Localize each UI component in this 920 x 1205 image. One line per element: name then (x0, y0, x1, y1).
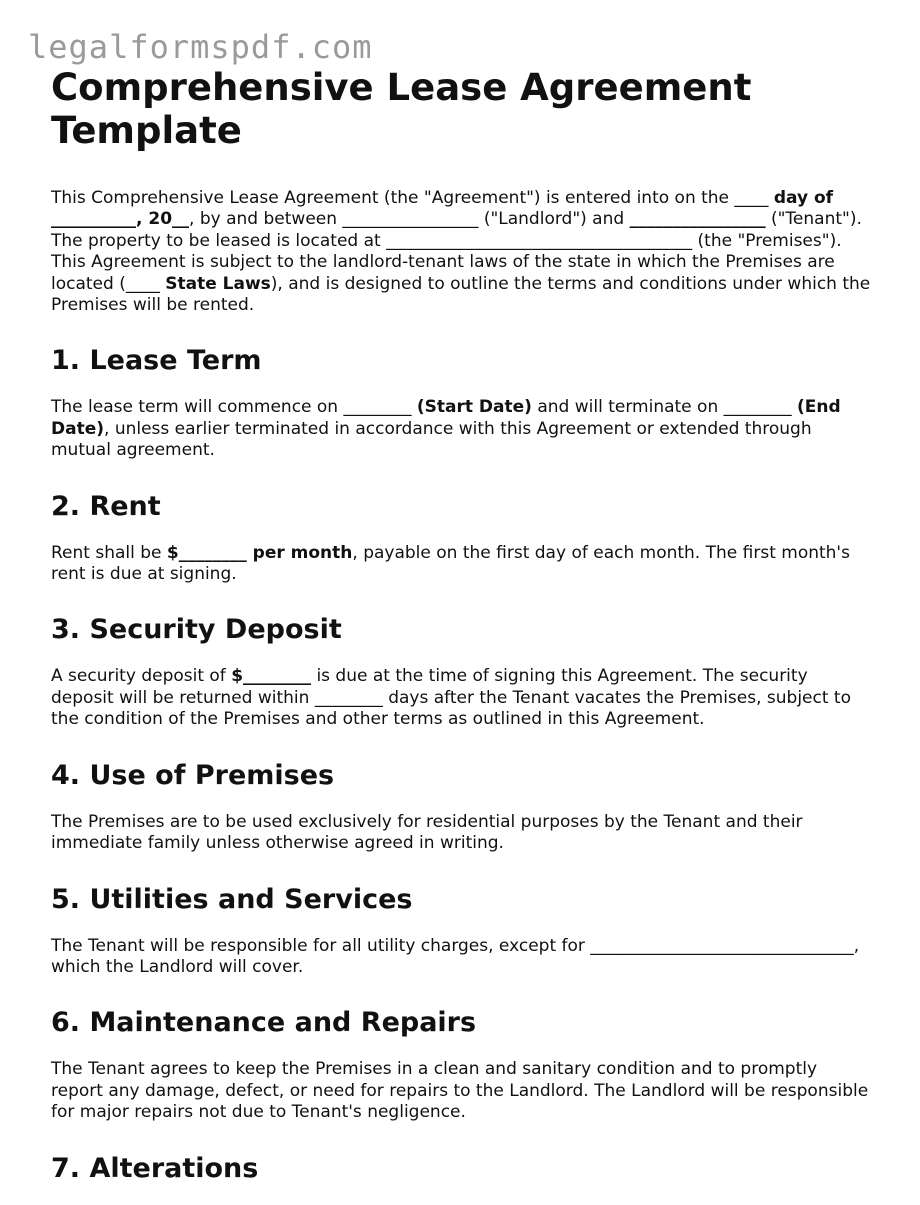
section-text-utilities: The Tenant will be responsible for all utility charges, except for _______________________________, which the Landlord will cover. (51, 935, 860, 977)
deposit-text-1: A security deposit of (51, 666, 232, 687)
section-text-security-deposit (51, 666, 871, 730)
intro-text-4: ), and is designed to outline the terms and conditions under which the Premises will be rented. (51, 273, 871, 316)
section-text-lease-term (51, 397, 871, 461)
section-text-rent (51, 543, 871, 586)
intro-bold-3: State Laws (165, 273, 271, 294)
deposit-text-2: is due at the time of signing this Agreement. The security deposit will be returned within ________ days after the Tenant vacates the Premises, subject to the condition of the Premises and other terms as outlined in this Agreement. (51, 666, 851, 730)
section-heading-utilities: 5. Utilities and Services (51, 883, 413, 915)
section-heading-maintenance: 6. Maintenance and Repairs (51, 1007, 477, 1039)
rent-text-1: Rent shall be (51, 542, 167, 563)
lease-term-bold-2: (End Date) (51, 397, 841, 439)
intro-text-3: ("Tenant"). The property to be leased is located at ____________________________________ (the "Premises"). This Agreement is subject to the landlord-tenant laws of the state in which the Premises are located (____ (51, 209, 862, 294)
section-text-maintenance: The Tenant agrees to keep the Premises in a clean and sanitary condition and to promptly report any damage, defect, or need for repairs to the Landlord. The Landlord will be responsible for major repairs not due to Tenant's negligence. (51, 1059, 869, 1123)
intro-text-2: , by and between ________________ ("Landlord") and (189, 209, 630, 230)
section-heading-rent: 2. Rent (51, 490, 161, 522)
lease-term-bold-1: (Start Date) (416, 397, 532, 418)
lease-term-text-1: The lease term will commence on ________ (51, 397, 417, 418)
intro-bold-2: ________________ (629, 209, 766, 230)
deposit-bold-1: $________ (231, 666, 312, 687)
rent-text-2: , payable on the first day of each month. The first month's rent is due at signing. (51, 542, 850, 585)
document-title: Comprehensive Lease Agreement Template (51, 66, 752, 152)
section-heading-security-deposit: 3. Security Deposit (51, 614, 342, 646)
section-heading-alterations: 7. Alterations (51, 1152, 259, 1184)
document-body (51, 66, 871, 1205)
watermark: legalformspdf.com (28, 28, 373, 66)
intro-paragraph (51, 188, 871, 316)
section-heading-use-of-premises: 4. Use of Premises (51, 759, 335, 791)
rent-bold-1: $________ per month (166, 542, 353, 563)
section-text-use-of-premises: The Premises are to be used exclusively for residential purposes by the Tenant and their immediate family unless otherwise agreed in writing. (51, 811, 803, 854)
intro-bold-1: day of __________, 20__ (51, 188, 834, 230)
lease-term-text-3: , unless earlier terminated in accordance with this Agreement or extended through mutual agreement. (51, 418, 812, 461)
section-heading-lease-term: 1. Lease Term (51, 345, 262, 377)
intro-text-1: This Comprehensive Lease Agreement (the "Agreement") is entered into on the ____ (51, 188, 774, 208)
lease-term-text-2: and will terminate on ________ (531, 397, 798, 418)
